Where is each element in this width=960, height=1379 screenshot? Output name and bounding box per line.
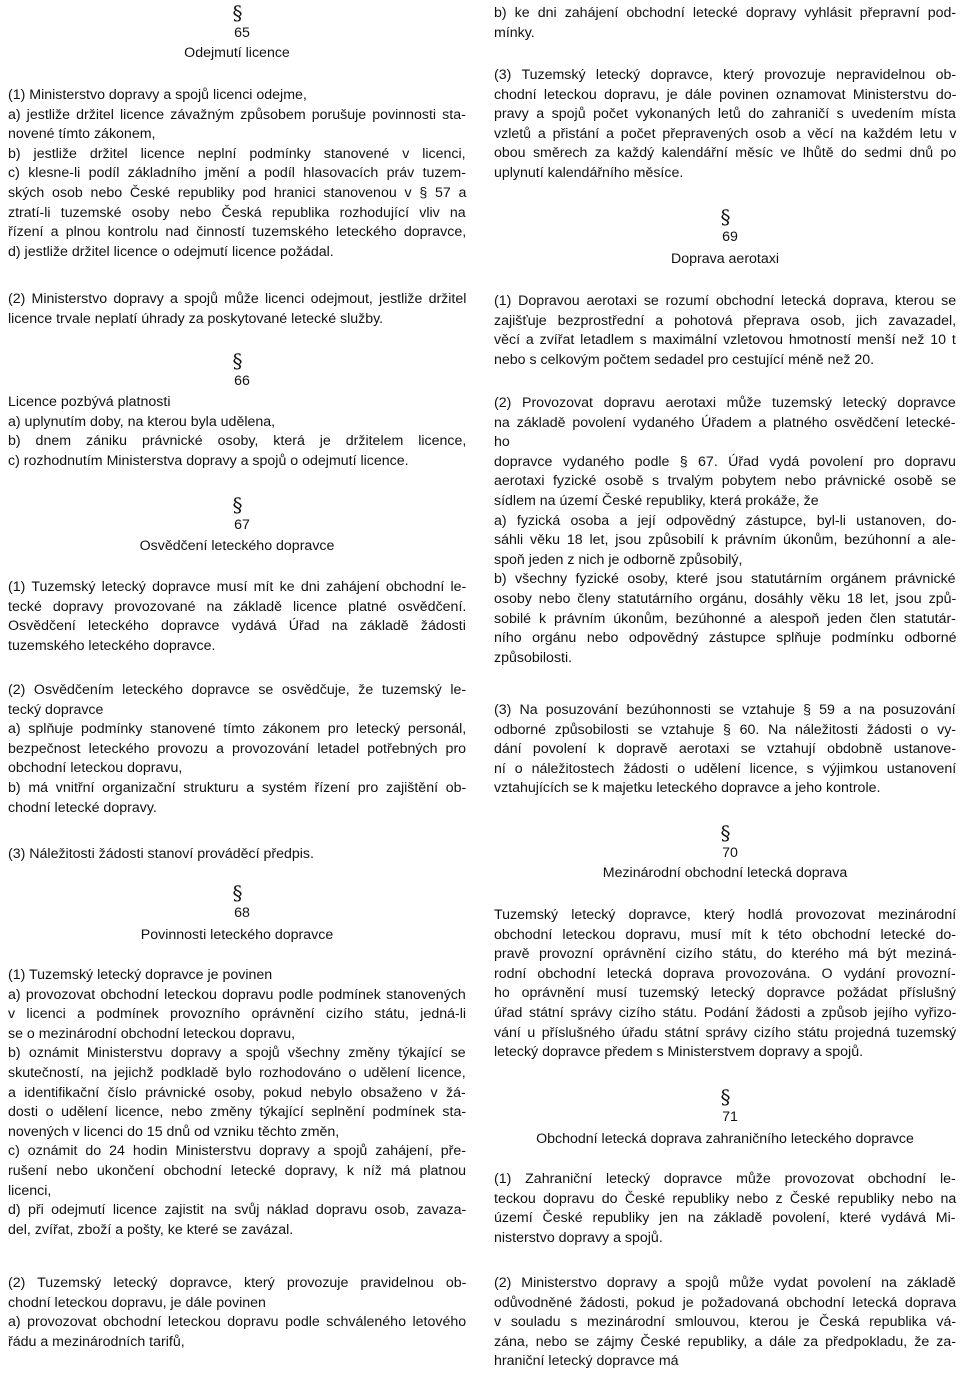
text-line: ho (494, 434, 510, 451)
text-line: zána, nebo se zájmy České republiky, a dále za předpokladu, že za- (494, 1333, 956, 1350)
text-line: del, zvířat, zboží a pošty, ke které se zavázal. (8, 1221, 294, 1238)
section-number (8, 884, 466, 923)
text-line: letecký dopravce předem s Ministerstvem dopravy a spojů. (494, 1044, 864, 1061)
paragraph (494, 394, 956, 668)
text-line: ní o náležitostech žádosti o udělení licence, s výjimkou ustanovení (494, 760, 957, 777)
text-line: a identifikační číslo právnické osoby, pokud nebylo obsaženo v žá- (8, 1084, 466, 1101)
paragraph (8, 966, 466, 1240)
text-line: (1) Dopravou aerotaxi se rozumí obchodní letecká doprava, kterou se (494, 293, 957, 309)
text-line: tecký dopravce (8, 701, 104, 718)
text-line: obou směrech za každý kalendářní měsíc ve lhůtě do sedmi dnů po (494, 145, 957, 162)
text-line: (2) Ministerstvo dopravy a spojů může licenci odejmout, jestliže držitel (8, 291, 467, 307)
text-line: pravě provozní oprávnění cizího státu, do kterého má být meziná- (494, 946, 957, 963)
text-line: licence trvale neplatí úhrady za poskytované letecké služby. (8, 310, 384, 327)
text-line: a) provozovat obchodní leteckou dopravu podle schváleného letového (8, 1314, 467, 1331)
text-line: § 69 (722, 228, 738, 245)
section-number (494, 208, 956, 247)
paragraph (8, 290, 466, 329)
text-line: tecké dopravy provozované na základě licence platné osvědčení. (8, 598, 467, 615)
text-line: v souladu s mezinárodní smlouvou, kterou je Česká republika vá- (494, 1314, 957, 1331)
text-line: § 67 (234, 516, 250, 533)
paragraph (8, 86, 466, 262)
paragraph (494, 1170, 956, 1248)
paragraph (8, 578, 466, 656)
section-heading (8, 537, 466, 557)
text-line: § 71 (722, 1108, 738, 1125)
text-line: (2) Osvědčením leteckého dopravce se osvědčuje, že tuzemský le- (8, 682, 467, 698)
text-line: ských osob nebo České republiky pod hranici stanovenou v § 57 a (8, 184, 467, 201)
text-line: území České republiky jen na základě povolení, které vydává Mi- (494, 1210, 956, 1227)
section-heading (494, 1130, 956, 1150)
text-line: d) jestliže držitel licence o odejmutí licence požádal. (8, 243, 334, 260)
paragraph (494, 906, 956, 1063)
text-line: b) všechny fyzické osoby, které jsou statutárním orgánem právnické (494, 571, 956, 588)
text-line: (3) Tuzemský letecký dopravce, který provozuje nepravidelnou ob- (494, 67, 957, 83)
text-line: odůvodněné žádosti, pokud je požadovaná obchodní letecká doprava (494, 1294, 957, 1311)
text-line: věcí a zvířat letadlem s maximální vzletovou hmotností menší než 10 t (494, 332, 956, 349)
paragraph (8, 393, 466, 471)
text-line: obchodní leteckou dopravu, musí mít k této obchodní letecké do- (494, 926, 956, 943)
text-line: (1) Zahraniční letecký dopravce může provozovat obchodní le- (494, 1171, 956, 1187)
text-line: dosti o udělení licence, nebo změny týkající seplnění podmínek sta- (8, 1104, 467, 1121)
paragraph (494, 1274, 956, 1372)
text-line: zajišťuje bezprostřední a pohotová přeprava osob, jich zavazadel, (494, 312, 957, 329)
text-line: b) jestliže držitel licence neplní podmínky stanovené v licenci, (8, 145, 466, 162)
text-line: aerotaxi fyzické osobě s trvalým pobytem nebo právnické osobě se (494, 473, 957, 490)
section-heading (494, 864, 956, 884)
text-line: (3) Náležitosti žádosti stanoví prováděcí předpis. (8, 846, 314, 862)
text-line: nisterstvo dopravy a spojů. (494, 1229, 663, 1246)
text-line: Povinnosti leteckého dopravce (140, 927, 334, 943)
text-line: způsobilosti. (494, 649, 573, 666)
text-line: hraniční letecký dopravce má (494, 1353, 679, 1370)
text-line: mínky. (494, 24, 535, 41)
text-line: Doprava aerotaxi (670, 251, 780, 267)
text-line: nebo s celkovým počtem sedadel pro cestující méně než 20. (494, 351, 875, 368)
text-line: sídlem na území České republiky, která prokáže, že (494, 492, 819, 509)
text-line: pravy a spojů počet vykonaných letů do zahraničí s uvedením místa (494, 106, 956, 123)
section-number (494, 1088, 956, 1127)
section-number (8, 352, 466, 391)
text-line: spoň jeden z nich je odborně způsobilý, (494, 551, 743, 568)
text-line: (2) Provozovat dopravu aerotaxi může tuzemský letecký dopravce (494, 395, 956, 411)
text-line: vzletů a přistání a počet přepravených osob a věcí na každém letu v (494, 125, 957, 142)
paragraph (8, 1274, 466, 1352)
text-line: řízení a plnou kontrolu nad činností tuzemského leteckého dopravce, (8, 224, 467, 241)
section-number (8, 496, 466, 535)
text-line: na základě povolení vydaného Úřadem a platného osvědčení letecké- (494, 414, 956, 431)
text-line: Licence pozbývá platnosti (8, 394, 171, 410)
text-line: chodní letecké dopravy. (8, 799, 157, 816)
text-line: a) provozovat obchodní leteckou dopravu podle podmínek stanovených (8, 986, 466, 1003)
section-number (494, 824, 956, 863)
text-line: c) oznámit do 24 hodin Ministerstvu dopravy a spojů zahájení, pře- (8, 1143, 466, 1160)
text-line: obchodní leteckou dopravu, (8, 760, 183, 777)
text-line: rodní obchodní letecká doprava provozována. O vydání provozní- (494, 965, 956, 982)
text-line: (2) Tuzemský letecký dopravce, který provozuje pravidelnou ob- (8, 1275, 467, 1291)
text-line: § 68 (234, 904, 250, 921)
text-line: úřad státní správy cizího státu. Podání žádosti a způsob jejího vyřizo- (494, 1004, 957, 1021)
text-line: novené tímto zákonem, (8, 126, 156, 143)
text-line: osoby nebo členy statutárního orgánu, dosáhly věku 18 let, jsou způ- (494, 590, 957, 607)
section-heading (8, 44, 466, 64)
text-line: Mezinárodní obchodní letecká doprava (602, 865, 848, 881)
text-line: v licenci a podmínek provozního oprávnění cizího státu, jedná-li (8, 1006, 467, 1023)
text-line: (1) Tuzemský letecký dopravce je povinen (8, 967, 273, 983)
text-line: (3) Na posuzování bezúhonnosti se vztahuje § 59 a na posuzování (494, 702, 956, 718)
text-line: d) při odejmutí licence zajistit na svůj náklad dopravu osob, zavaza- (8, 1202, 467, 1219)
text-line: skutečností, na jejichž podkladě bylo rozhodováno o udělení licence, (8, 1064, 466, 1081)
paragraph (8, 681, 466, 818)
text-line: chodní leteckou dopravu, je dále povinen (8, 1294, 266, 1311)
text-line: (2) Ministerstvo dopravy a spojů může vydat povolení na základě (494, 1275, 956, 1291)
text-line: c) rozhodnutím Ministerstva dopravy a spojů o odejmutí licence. (8, 452, 409, 469)
text-line: dání povolení k dopravě aerotaxi se vztahují obdobně ustanove- (494, 741, 957, 758)
text-line: teckou dopravu do České republiky nebo z České republiky nebo na (494, 1190, 957, 1207)
text-line: licenci, (8, 1182, 52, 1199)
text-line: b) ke dni zahájení obchodní letecké dopravy vyhlásit přepravní pod- (494, 5, 957, 21)
text-line: (1) Tuzemský letecký dopravce musí mít ke dni zahájení obchodní le- (8, 579, 467, 595)
paragraph (8, 845, 466, 865)
text-line: novených v licenci do 15 dnů od vzniku těchto změn, (8, 1123, 340, 1140)
text-line: Odejmutí licence (184, 45, 290, 61)
text-line: uplynutí kalendářního měsíce. (494, 164, 684, 181)
text-line: dopravce vydaného podle § 67. Úřad vydá povolení pro dopravu (494, 453, 956, 470)
paragraph (494, 66, 956, 184)
paragraph (494, 4, 956, 43)
text-line: Osvědčení leteckého dopravce vydává Úřad na základě žádosti (8, 618, 466, 635)
paragraph (494, 292, 956, 370)
text-line: ztratí-li tuzemské osoby nebo Česká republika rozhodující vliv na (8, 204, 466, 221)
text-line: odborné způsobilosti se vztahuje § 60. Na náležitosti žádosti o vy- (494, 721, 957, 738)
text-line: a) fyzická osoba a její odpovědný zástupce, byl-li ustanoven, do- (494, 512, 957, 529)
text-line: Osvědčení leteckého dopravce (139, 538, 335, 554)
text-line: b) dnem zániku právnické osoby, která je držitelem licence, (8, 433, 467, 450)
text-line: vztahujících se k majetku leteckého dopravce a jeho kontrole. (494, 780, 881, 797)
text-line: řádu a mezinárodních tarifů, (8, 1333, 185, 1350)
text-line: chodní leteckou dopravu, je dále povinen oznamovat Ministerstvu do- (494, 86, 957, 103)
section-number (8, 4, 466, 43)
text-line: (1) Ministerstvo dopravy a spojů licenci odejme, (8, 87, 307, 103)
text-line: ho oprávnění musí tuzemský letecký dopravce požádat příslušný (494, 985, 956, 1002)
text-line: a) uplynutím doby, na kterou byla udělena, (8, 413, 276, 430)
text-line: c) klesne-li podíl základního jmění a podíl hlasovacích práv tuzem- (8, 165, 466, 182)
text-line: Tuzemský letecký dopravce, který hodlá provozovat mezinárodní (494, 907, 957, 923)
text-line: sobilé k právním úkonům, bezúhonné a alespoň jeden člen statutár- (494, 610, 956, 627)
text-line: tuzemského leteckého dopravce. (8, 637, 216, 654)
text-line: § 70 (722, 844, 738, 861)
text-line: se o mezinárodní obchodní leteckou dopravu, (8, 1025, 296, 1042)
text-line: § 66 (234, 372, 250, 389)
text-line: sáhli věku 18 let, jsou způsobilí k právním úkonům, bezúhonní a ale- (494, 532, 956, 549)
text-line: b) má vnitřní organizační strukturu a systém řízení pro zajištění ob- (8, 779, 467, 796)
section-heading (8, 926, 466, 946)
section-heading (494, 250, 956, 270)
text-line: b) oznámit Ministerstvu dopravy a spojů všechny změny týkající se (8, 1045, 466, 1062)
text-line: Obchodní letecká doprava zahraničního leteckého dopravce (536, 1131, 914, 1147)
text-line: vání u příslušného úřadu státní správy cizího státu projedná tuzemský (494, 1024, 957, 1041)
text-line: a) splňuje podmínky stanovené tímto zákonem pro letecký personál, (8, 721, 467, 738)
text-line: ního orgánu nebo odpovědný zástupce splňuje podmínku odborné (494, 630, 957, 647)
text-line: a) jestliže držitel licence závažným způsobem porušuje povinnosti sta- (8, 106, 466, 123)
text-line: rušení nebo ukončení obchodní letecké dopravy, k níž má platnou (8, 1162, 467, 1179)
text-line: bezpečnost leteckého provozu a provozování letadel potřebných pro (8, 740, 467, 757)
text-line: § 65 (234, 24, 250, 41)
paragraph (494, 701, 956, 799)
